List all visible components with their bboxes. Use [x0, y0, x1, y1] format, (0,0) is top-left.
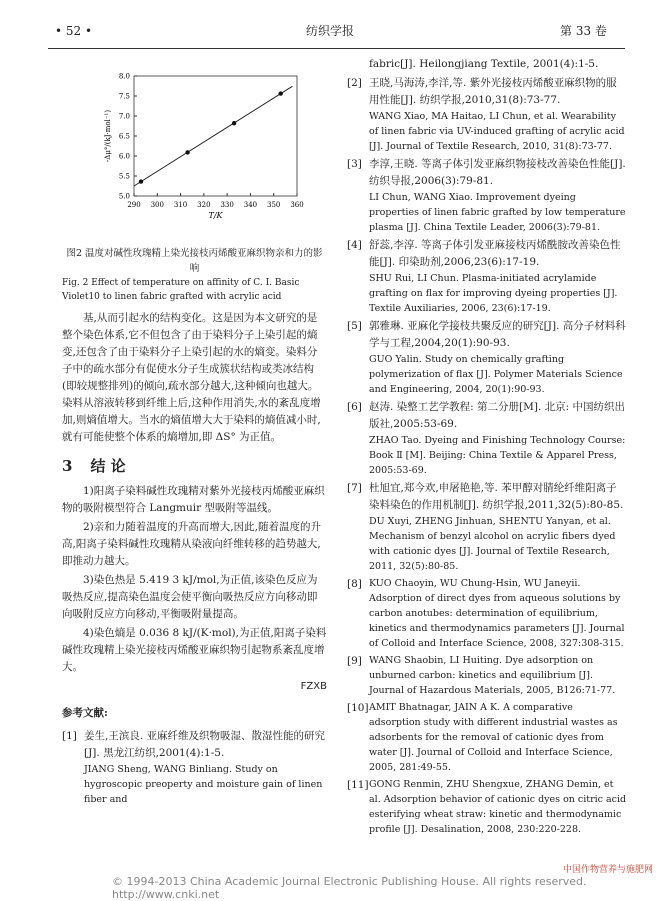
x-tick-label: 300: [150, 201, 164, 209]
ref-en: ZHAO Tao. Dyeing and Finishing Technology Course: Book Ⅱ [M]. Beijing: China Textile & Apparel Press, 2005:53-69.: [369, 435, 626, 476]
x-tick-label: 330: [220, 201, 234, 209]
ref-en: JIANG Sheng, WANG Binliang. Study on hygroscopic preoperty and moisture gain of linen fiber and: [84, 764, 323, 805]
ref-cn: 李淳,王晓. 等离子体引发亚麻织物接枝改善染色性能[J]. 纺织导报,2006(3):79-81.: [369, 158, 626, 187]
ref-cn: 王晓,马海涛,李洋,等. 紫外光接枝丙烯酸亚麻织物的服用性能[J]. 纺织学报,2010,31(8):73-77.: [369, 77, 617, 106]
ref-number: [1]: [62, 730, 77, 742]
watermark: 中国作物营养与施肥网: [562, 865, 653, 875]
y-tick-label: 6.5: [118, 132, 130, 141]
y-tick-label: 8.0: [118, 72, 130, 81]
right-column: [347, 56, 627, 839]
reference-4: [347, 237, 627, 316]
ref-number: [10]: [347, 702, 369, 714]
section-number: 3: [62, 457, 73, 475]
ref-cn: 郭雅琳. 亚麻化学接枝共聚反应的研究[J]. 高分子材料科学与工程,2004,20(1):90-93.: [369, 320, 626, 349]
reference-6: [347, 399, 627, 478]
x-tick-label: 310: [173, 201, 188, 209]
reference-10: [347, 700, 627, 775]
ref-number: [4]: [347, 239, 362, 251]
reference-7: [347, 480, 627, 574]
body-paragraph: 基,从而引起水的结构变化。这是因为本文研究的是整个染色体系,它不但包含了由于染料分子上染引起的熵变,还包含了由于染料分子上染引起的水的熵变。染料分子中的疏水部分有促使水分子生成簇状结构或类冰结构(即较规整排列)的倾向,疏水部分越大,这种倾向也越大。染料从溶液转移到纤维上后,这种作用消失,水的紊乱度增加,则熵值增大。当水的熵值增大大于染料的熵值减小时,就有可能使整个体系的熵增加,即 ΔS° 为正值。: [62, 312, 321, 443]
header-rule: [48, 48, 625, 49]
page-header: [0, 10, 663, 46]
section-title: 结 论: [90, 457, 126, 475]
ref-en: WANG Xiao, MA Haitao, LI Chun, et al. Wearability of linen fabric via UV-induced grafting of acrylic acid [J]. Journal of Textile Research, 2010, 31(8):73-77.: [369, 111, 625, 152]
ref-number: [11]: [347, 779, 369, 791]
reference-2: [347, 75, 627, 154]
references-title: 参考文献:: [62, 707, 108, 719]
y-axis-label: -Δμ°/(kJ·mol⁻¹): [104, 109, 112, 163]
x-axis-label: T/K: [208, 211, 223, 220]
figure-caption-en: Fig. 2 Effect of temperature on affinity of C. I. Basic Violet10 to linen fabric grafted with acrylic acid: [62, 278, 300, 302]
copyright-footer: © 1994-2013 China Academic Journal Electronic Publishing House. All rights reserved. http://www.cnki.net: [112, 875, 587, 901]
x-tick-label: 360: [290, 201, 304, 209]
x-tick-label: 340: [243, 201, 258, 209]
ref-en: SHU Rui, LI Chun. Plasma-initiated acrylamide grafting on flax for improving dyeing properties [J]. Textile Auxiliaries, 2006, 23(6):17-19.: [369, 273, 618, 314]
ref-cn: 姜生,王滨良. 亚麻纤维及织物吸湿、散湿性能的研究[J]. 黑龙江纺织,2001(4):1-5.: [84, 730, 326, 759]
y-tick-label: 7.0: [118, 112, 130, 121]
conclusion-2: 2)亲和力随着温度的升高而增大,因此,随着温度的升高,阳离子染料碱性玫瑰精从染液向纤维转移的趋势越大,即推动力越大。: [62, 521, 321, 567]
conclusion-3: 3)染色热是 5.419 3 kJ/mol,为正值,该染色反应为吸热反应,提高染色温度会使平衡向吸热反应方向移动即向吸附反应方向移动,平衡吸附量提高。: [62, 574, 318, 620]
figure-2: [62, 56, 327, 246]
section-heading: [62, 458, 327, 475]
ref-en: DU Xuyi, ZHENG Jinhuan, SHENTU Yanyan, et al. Mechanism of benzyl alcohol on acrylic fibers dyed with cationic dyes [J]. Journal of Textile Research, 2011, 32(5):80-85.: [369, 516, 616, 572]
ref-number: [9]: [347, 655, 362, 667]
reference-8: [347, 576, 627, 651]
y-tick-label: 6.0: [118, 152, 130, 161]
reference-9: [347, 653, 627, 698]
reference-3: [347, 156, 627, 235]
ref-number: [5]: [347, 320, 362, 332]
ref-en: KUO Chaoyin, WU Chung-Hsin, WU Janeyii. Adsorption of direct dyes from aqueous solutions by carbon anotubes: determination of equilibrium, kinetics and thermodynamics parameters [J]. Journal of Colloid and Interface Science, 2008, 327:308-315.: [369, 578, 625, 649]
data-point: [139, 179, 143, 183]
data-point: [279, 91, 283, 95]
page-number: • 52 •: [55, 24, 93, 38]
conclusion-4: 4)染色熵是 0.036 8 kJ/(K·mol),为正值,阳离子染料碱性玫瑰精上染光接枝丙烯酸亚麻织物引起物系紊乱度增大。: [62, 627, 327, 673]
affinity-chart: [62, 56, 327, 246]
ref-number: [2]: [347, 77, 362, 89]
left-column: [62, 56, 327, 809]
ref-en: GONG Renmin, ZHU Shengxue, ZHANG Demin, et al. Adsorption behavior of cationic dyes on citric acid esterifying wheat straw: kinetic and thermodynamic profile [J]. Desalination, 2008, 230:220-228.: [369, 779, 627, 835]
reference-11: [347, 777, 627, 837]
ref-en: GUO Yalin. Study on chemically grafting polymerization of flax [J]. Polymer Materials Science and Engineering, 2004, 20(1):90-93.: [369, 354, 623, 395]
ref-number: [8]: [347, 578, 362, 590]
reference-1-cont: fabric[J]. Heilongjiang Textile, 2001(4):1-5.: [369, 58, 599, 70]
ref-number: [6]: [347, 401, 362, 413]
ref-number: [7]: [347, 482, 362, 494]
reference-5: [347, 318, 627, 397]
journal-title: 纺织学报: [306, 24, 355, 38]
y-tick-label: 5.0: [118, 192, 130, 201]
ref-en: AMIT Bhatnagar, JAIN A K. A comparative adsorption study with different industrial wastes as adsorbents for the removal of cationic dyes from water [J]. Journal of Colloid and Interface Science, 2005, 281:49-55.: [369, 702, 618, 773]
fzxb-mark: FZXB: [300, 681, 327, 692]
ref-en: WANG Shaobin, LI Huiting. Dye adsorption on unburned carbon: kinetics and equilibrium [J]. Journal of Hazardous Materials, 2005, B126:71-77.: [369, 655, 616, 696]
ref-en: LI Chun, WANG Xiao. Improvement dyeing properties of linen fabric grafted by low temperature plasma [J]. China Textile Leader, 2006(3):79-81.: [369, 192, 626, 233]
conclusion-1: 1)阳离子染料碱性玫瑰精对紫外光接枝丙烯酸亚麻织物的吸附模型符合 Langmuir 型吸附等温线。: [62, 485, 325, 514]
ref-cn: 杜旭宜,郑今欢,申屠艳艳,等. 苯甲醇对腈纶纤维阳离子染料染色的作用机制[J]. 纺织学报,2011,32(5):80-85.: [369, 482, 624, 511]
figure-caption-cn: 图2 温度对碱性玫瑰精上染光接枝丙烯酸亚麻织物亲和力的影响: [66, 248, 323, 274]
data-point: [185, 150, 189, 154]
x-tick-label: 290: [127, 201, 141, 209]
y-tick-label: 5.5: [118, 172, 130, 181]
data-point: [232, 121, 236, 125]
y-tick-label: 7.5: [118, 92, 130, 101]
ref-cn: 舒蕊,李淳. 等离子体引发亚麻接枝丙烯酰胺改善染色性能[J]. 印染助剂,2006,23(6):17-19.: [369, 239, 621, 268]
fit-line: [134, 86, 292, 186]
volume-label: 第 33 卷: [560, 24, 607, 38]
x-tick-label: 350: [267, 201, 281, 209]
ref-number: [3]: [347, 158, 362, 170]
plot-frame: [134, 76, 297, 196]
reference-1: [62, 728, 327, 807]
x-tick-label: 320: [197, 201, 211, 209]
ref-cn: 赵涛. 染整工艺学教程: 第二分册[M]. 北京: 中国纺织出版社,2005:53-69.: [369, 401, 626, 430]
